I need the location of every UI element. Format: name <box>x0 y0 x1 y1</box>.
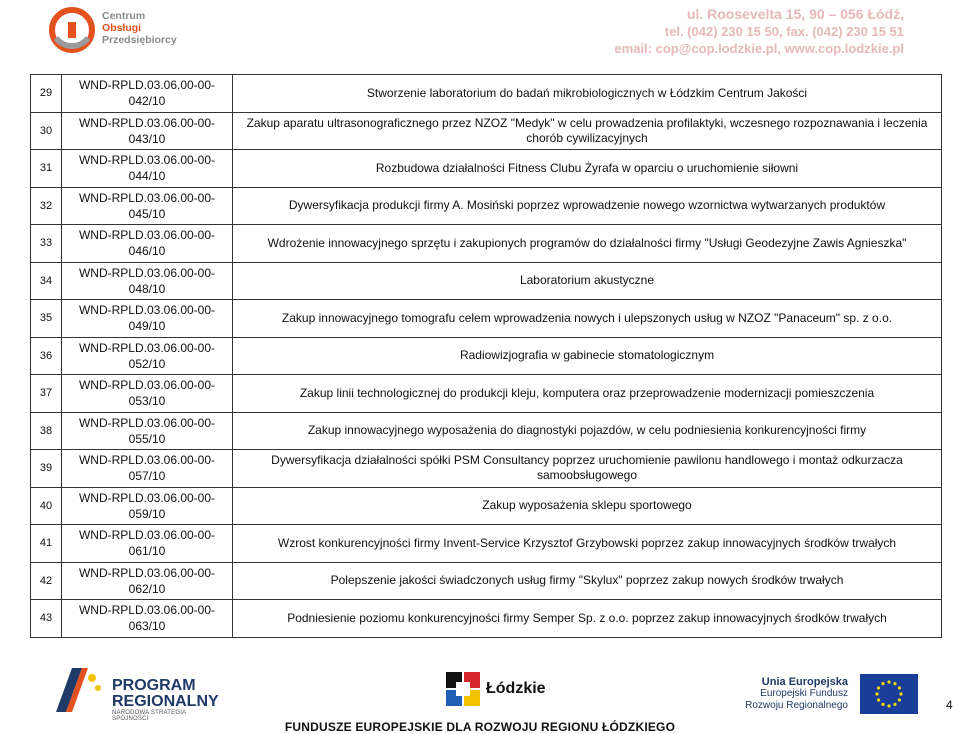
application-code <box>62 300 233 338</box>
project-title: Polepszenie jakości świadczonych usług firmy "Skylux" poprzez zakup nowych środków trwałych <box>233 562 942 600</box>
eu-line-3: Rozwoju Regionalnego <box>745 700 848 711</box>
project-title: Radiowizjografia w gabinecie stomatologicznym <box>233 337 942 375</box>
project-title: Stworzenie laboratorium do badań mikrobiologicznych w Łódzkim Centrum Jakości <box>233 75 942 113</box>
code-line-1: WND-RPLD.03.06.00-00- <box>78 378 216 393</box>
code-line-1: WND-RPLD.03.06.00-00- <box>78 115 216 130</box>
code-line-1: WND-RPLD.03.06.00-00- <box>78 78 216 93</box>
code-line-2: 045/10 <box>128 206 166 221</box>
table-row <box>31 337 942 375</box>
email-line: email: cop@cop.lodzkie.pl, www.cop.lodzkie.pl <box>614 41 904 56</box>
table-row <box>31 75 942 113</box>
row-number: 33 <box>31 225 62 263</box>
application-code <box>62 112 233 150</box>
row-number: 40 <box>31 487 62 525</box>
page-number: 4 <box>946 698 953 712</box>
code-line-1: WND-RPLD.03.06.00-00- <box>78 490 216 505</box>
table-row <box>31 450 942 488</box>
row-number: 42 <box>31 562 62 600</box>
project-title: Dywersyfikacja działalności spółki PSM Consultancy poprzez uruchomienie pawilonu handlowego i montaż odkurzacza samoobsługowego <box>233 450 942 488</box>
code-line-1: WND-RPLD.03.06.00-00- <box>78 303 216 318</box>
table-row <box>31 562 942 600</box>
project-title: Wzrost konkurencyjności firmy Invent-Service Krzysztof Grzybowski poprzez zakup innowacyjnych środków trwałych <box>233 525 942 563</box>
code-line-1: WND-RPLD.03.06.00-00- <box>78 190 216 205</box>
address-block <box>614 6 904 57</box>
application-code <box>62 487 233 525</box>
code-line-2: 042/10 <box>128 94 166 109</box>
application-code <box>62 150 233 188</box>
logo-line-2: Obsługi <box>102 22 142 34</box>
pr-line-1: PROGRAM <box>112 677 196 694</box>
code-line-1: WND-RPLD.03.06.00-00- <box>78 415 216 430</box>
code-line-2: 044/10 <box>128 169 166 184</box>
address-line: ul. Roosevelta 15, 90 – 056 Łódź, <box>686 6 904 22</box>
code-line-2: 052/10 <box>128 356 166 371</box>
code-line-1: WND-RPLD.03.06.00-00- <box>78 228 216 243</box>
project-title: Zakup aparatu ultrasonograficznego przez NZOZ "Medyk" w celu prowadzenia profilaktyki, wczesnego rozpoznawania i leczenia chorób cywilizacyjnych <box>233 112 942 150</box>
row-number: 41 <box>31 525 62 563</box>
table-row <box>31 187 942 225</box>
table-row <box>31 225 942 263</box>
row-number: 34 <box>31 262 62 300</box>
eu-text <box>680 676 848 712</box>
code-line-2: 049/10 <box>128 319 166 334</box>
application-code <box>62 225 233 263</box>
row-number: 31 <box>31 150 62 188</box>
application-code <box>62 562 233 600</box>
page-footer <box>0 660 960 733</box>
project-title: Podniesienie poziomu konkurencyjności firmy Semper Sp. z o.o. poprzez zakup innowacyjnych środków trwałych <box>233 600 942 638</box>
row-number: 37 <box>31 375 62 413</box>
program-regionalny-text <box>112 678 219 710</box>
fund-title: FUNDUSZE EUROPEJSKIE DLA ROZWOJU REGIONU ŁÓDZKIEGO <box>284 720 676 734</box>
logo-line-1: Centrum <box>102 10 146 22</box>
row-number: 39 <box>31 450 62 488</box>
project-title: Laboratorium akustyczne <box>233 262 942 300</box>
table-row <box>31 375 942 413</box>
application-code <box>62 75 233 113</box>
page-header <box>0 0 960 62</box>
application-code <box>62 337 233 375</box>
project-title: Rozbudowa działalności Fitness Clubu Żyrafa w oparciu o uruchomienie siłowni <box>233 150 942 188</box>
code-line-1: WND-RPLD.03.06.00-00- <box>78 528 216 543</box>
application-code <box>62 600 233 638</box>
code-line-2: 048/10 <box>128 281 166 296</box>
logo-line-3: Przedsiębiorcy <box>102 34 177 46</box>
project-title: Zakup wyposażenia sklepu sportowego <box>233 487 942 525</box>
table-row <box>31 487 942 525</box>
code-line-1: WND-RPLD.03.06.00-00- <box>78 603 216 618</box>
table-row <box>31 112 942 150</box>
lodzkie-text: Łódzkie <box>486 680 546 697</box>
code-line-2: 043/10 <box>128 131 166 146</box>
code-line-2: 059/10 <box>128 506 166 521</box>
code-line-1: WND-RPLD.03.06.00-00- <box>78 153 216 168</box>
eu-line-2: Europejski Fundusz <box>760 688 848 699</box>
table-row <box>31 525 942 563</box>
cop-logo-icon <box>46 4 98 56</box>
project-title: Zakup linii technologicznej do produkcji kleju, komputera oraz przeprowadzenie modernizacji pomieszczenia <box>233 375 942 413</box>
row-number: 38 <box>31 412 62 450</box>
cop-logo-text <box>102 10 177 46</box>
table-row <box>31 412 942 450</box>
code-line-2: 062/10 <box>128 581 166 596</box>
application-code <box>62 525 233 563</box>
project-title: Dywersyfikacja produkcji firmy A. Mosiński poprzez wprowadzenie nowego wzornictwa wytwarzanych produktów <box>233 187 942 225</box>
cop-logo <box>46 4 176 58</box>
project-title: Zakup innowacyjnego tomografu celem wprowadzenia nowych i ulepszonych usług w NZOZ "Panaceum" sp. z o.o. <box>233 300 942 338</box>
program-regionalny-logo <box>52 664 222 722</box>
code-line-2: 063/10 <box>128 619 166 634</box>
pr-subtitle: NARODOWA STRATEGIA SPÓJNOŚCI <box>112 710 186 722</box>
program-regionalny-icon <box>52 664 106 716</box>
row-number: 43 <box>31 600 62 638</box>
code-line-1: WND-RPLD.03.06.00-00- <box>78 340 216 355</box>
table-row <box>31 150 942 188</box>
pr-line-2: REGIONALNY <box>112 693 219 710</box>
row-number: 29 <box>31 75 62 113</box>
code-line-1: WND-RPLD.03.06.00-00- <box>78 565 216 580</box>
application-code <box>62 412 233 450</box>
eu-line-1: Unia Europejska <box>761 676 848 688</box>
lodzkie-logo <box>446 672 546 711</box>
application-code <box>62 450 233 488</box>
table-row <box>31 300 942 338</box>
code-line-1: WND-RPLD.03.06.00-00- <box>78 453 216 468</box>
lodzkie-icon <box>446 672 480 706</box>
application-code <box>62 187 233 225</box>
row-number: 35 <box>31 300 62 338</box>
row-number: 36 <box>31 337 62 375</box>
code-line-2: 057/10 <box>128 469 166 484</box>
eu-flag-icon <box>860 674 918 714</box>
projects-table-body <box>31 75 942 638</box>
application-code <box>62 262 233 300</box>
code-line-2: 061/10 <box>128 544 166 559</box>
table-row <box>31 600 942 638</box>
code-line-2: 053/10 <box>128 394 166 409</box>
code-line-1: WND-RPLD.03.06.00-00- <box>78 265 216 280</box>
application-code <box>62 375 233 413</box>
code-line-2: 055/10 <box>128 431 166 446</box>
row-number: 30 <box>31 112 62 150</box>
project-title: Wdrożenie innowacyjnego sprzętu i zakupionych programów do działalności firmy "Usługi Geodezyjne Zawis Agnieszka" <box>233 225 942 263</box>
row-number: 32 <box>31 187 62 225</box>
table-row <box>31 262 942 300</box>
projects-table <box>30 74 942 638</box>
project-title: Zakup innowacyjnego wyposażenia do diagnostyki pojazdów, w celu podniesienia konkurencyjności firmy <box>233 412 942 450</box>
code-line-2: 046/10 <box>128 244 166 259</box>
phone-line: tel. (042) 230 15 50, fax. (042) 230 15 51 <box>664 24 904 39</box>
